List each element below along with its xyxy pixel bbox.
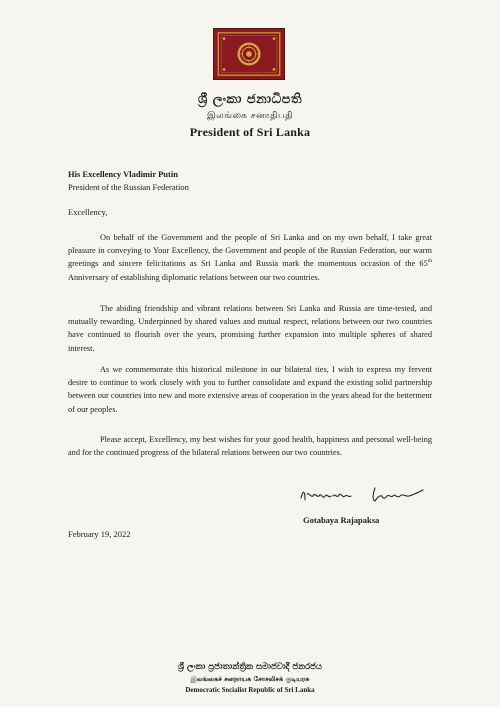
title-tamil: இலங்கை சனாதிபதி [206, 111, 294, 121]
footer-english: Democratic Socialist Republic of Sri Lanka [185, 686, 315, 694]
footer-sinhala: ශ්‍රී ලංකා ප්‍රජාතාන්ත්‍රික සමාජවාදී ජනරජය [177, 662, 323, 672]
addressee-block [68, 168, 189, 194]
title-english: President of Sri Lanka [189, 125, 311, 139]
body-paragraph-2: The abiding friendship and vibrant relations between Sri Lanka and Russia are time-tested, and mutually rewarding. Underpinned by shared values and mutual respect, relations between our two countries have continued to flourish over the years, promising further expansion into multiple spheres of shared interest. [68, 304, 432, 353]
body-paragraph-1 [68, 231, 432, 284]
salutation: Excellency, [68, 207, 108, 217]
body-paragraph-4: Please accept, Excellency, my best wishes for your good health, happiness and personal well-being and for the continued progress of the bilateral relations between our two countries. [68, 435, 432, 458]
p1-text-before: On behalf of the Government and the people of Sri Lanka and on my own behalf, I take great pleasure in conveying to Your Excellency, the Government and people of the Russian Federation, our warm greetings and sincere felicitations as Sri Lanka and Russia mark the momentous occasion of the 65 [68, 233, 432, 269]
p1-text-after: Anniversary of establishing diplomatic relations between our two countries. [68, 272, 320, 282]
title-sinhala: ශ්‍රී ලංකා ජනාධිපති [197, 92, 303, 107]
handwritten-signature-icon [297, 484, 437, 506]
letter-date: February 19, 2022 [68, 529, 131, 539]
p1-superscript: th [427, 258, 432, 265]
addressee-name: His Excellency Vladimir Putin [68, 169, 178, 179]
footer-tamil: இலங்கைச் சனநாயக சோசலிசக் குடியரசு [190, 675, 310, 683]
signer-name: Gotabaya Rajapaksa [303, 515, 380, 525]
body-paragraph-3: As we commemorate this historical milestone in our bilateral ties, I wish to express my fervent desire to continue to work closely with you to further consolidate and expand the existing solid partnership between our countries into new and more extensive areas of cooperation in the years ahead for the betterment of our peoples. [68, 365, 432, 414]
addressee-role: President of the Russian Federation [68, 182, 189, 192]
presidential-emblem-icon [213, 28, 285, 80]
